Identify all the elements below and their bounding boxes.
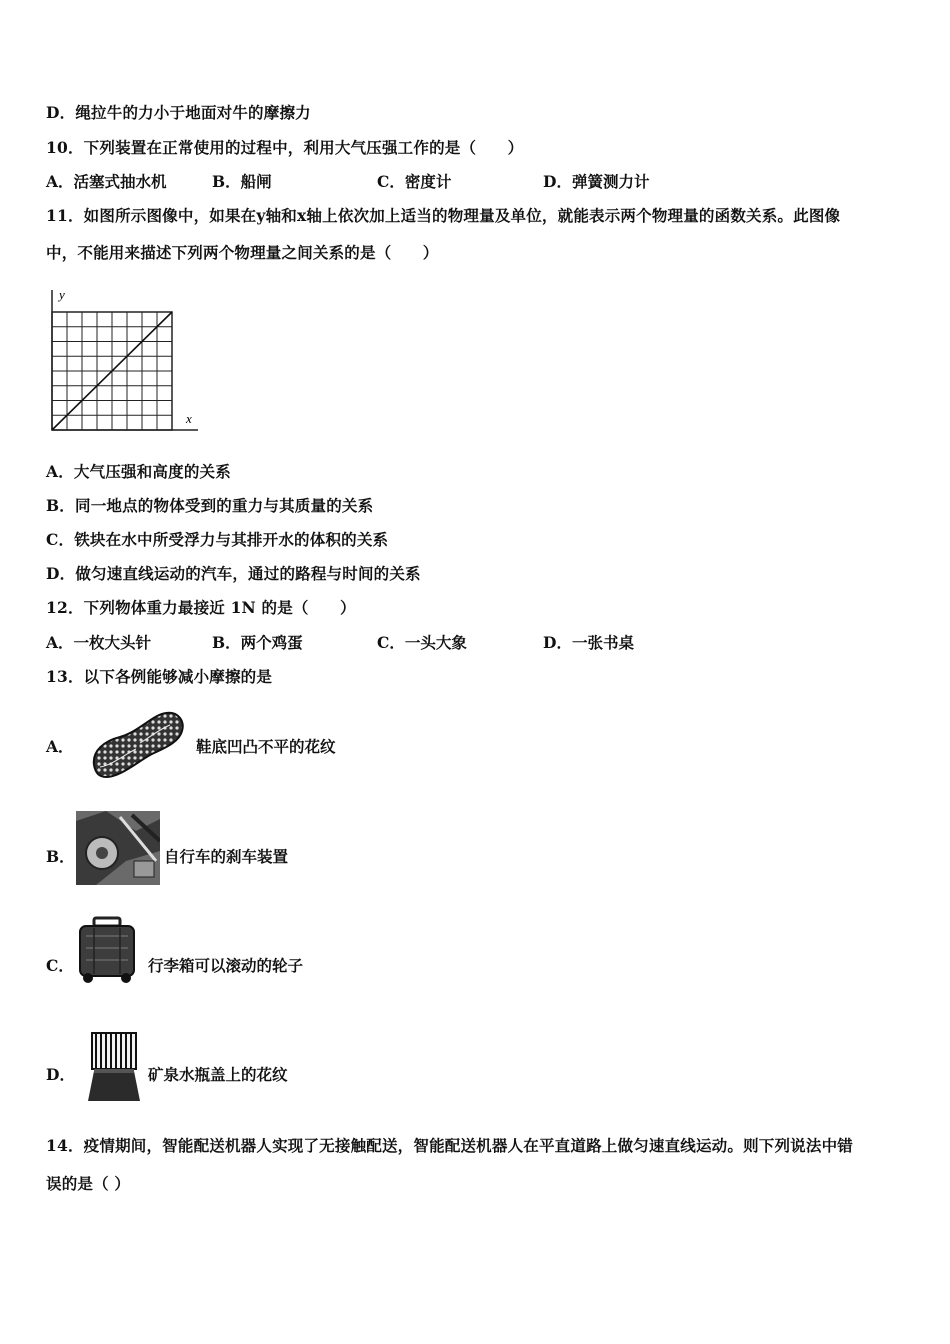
q10-option-a: A．活塞式抽水机 xyxy=(46,172,167,191)
q12-option-d: D．一张书桌 xyxy=(543,633,634,652)
q10-option-c: C．密度计 xyxy=(377,172,452,191)
q12-option-c: C．一头大象 xyxy=(377,633,467,652)
q11-option-c: C．铁块在水中所受浮力与其排开水的体积的关系 xyxy=(46,530,389,549)
q9-option-d: D．绳拉牛的力小于地面对牛的摩擦力 xyxy=(46,103,311,122)
q10-option-d: D．弹簧测力计 xyxy=(543,172,650,191)
q14-stem-line1: 14．疫情期间，智能配送机器人实现了无接触配送，智能配送机器人在平直道路上做匀速直线运动。则下列说法中错 xyxy=(46,1136,853,1155)
q13-option-d-caption: 矿泉水瓶盖上的花纹 xyxy=(148,1065,288,1084)
q13-option-b-label: B． xyxy=(46,847,75,866)
q12-option-a: A．一枚大头针 xyxy=(46,633,152,652)
graph-x-label: x xyxy=(186,411,192,426)
graph-y-label: y xyxy=(59,287,65,302)
q10-stem: 10．下列装置在正常使用的过程中，利用大气压强工作的是（ ） xyxy=(46,138,524,157)
q14-stem-line2: 误的是（ ） xyxy=(46,1174,131,1193)
bicycle-brake-image xyxy=(76,811,160,885)
q13-option-a-label: A． xyxy=(46,737,74,756)
q13-option-a-caption: 鞋底凹凸不平的花纹 xyxy=(196,737,336,756)
q13-option-b-caption: 自行车的刹车装置 xyxy=(164,847,289,866)
q10-option-b: B．船闸 xyxy=(212,172,272,191)
q11-stem-line1: 11．如图所示图像中，如果在y轴和x轴上依次加上适当的物理量及单位，就能表示两个物理量的函数关系。此图像 xyxy=(46,206,841,225)
shoe-sole-image xyxy=(90,707,186,781)
bottle-cap-image xyxy=(86,1031,142,1103)
q13-option-d-label: D． xyxy=(46,1065,75,1084)
q11-option-d: D．做匀速直线运动的汽车，通过的路程与时间的关系 xyxy=(46,564,421,583)
q11-option-b: B．同一地点的物体受到的重力与其质量的关系 xyxy=(46,496,374,515)
q12-stem: 12．下列物体重力最接近 1N 的是（ ） xyxy=(46,598,356,617)
q13-option-c-label: C． xyxy=(46,956,74,975)
q13-stem: 13．以下各例能够减小摩擦的是 xyxy=(46,667,273,686)
q11-graph xyxy=(40,284,205,440)
q13-option-c-caption: 行李箱可以滚动的轮子 xyxy=(148,956,304,975)
q11-option-a: A．大气压强和高度的关系 xyxy=(46,462,231,481)
luggage-image xyxy=(76,916,138,984)
q11-stem-line2: 中，不能用来描述下列两个物理量之间关系的是（ ） xyxy=(46,243,439,262)
q12-option-b: B．两个鸡蛋 xyxy=(212,633,303,652)
